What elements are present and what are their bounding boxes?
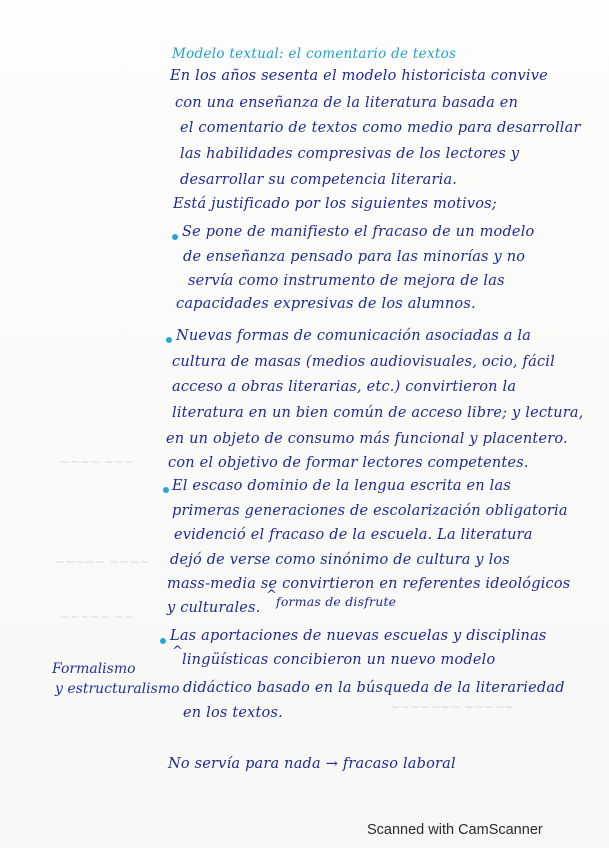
bullet-3-line: primeras generaciones de escolarización obligatoria <box>172 503 568 519</box>
bullet-4-line: en los textos. <box>183 705 283 721</box>
bullet-2-line: literatura en un bien común de acceso libre; y lectura, <box>172 405 584 421</box>
bullet-dot <box>166 337 172 343</box>
bullet-4-line: didáctico basado en la búsqueda de la literariedad <box>183 680 565 696</box>
bullet-dot <box>160 638 166 644</box>
intro-line: con una enseñanza de la literatura basada en <box>175 95 519 111</box>
closing-line: No servía para nada → fracaso laboral <box>168 756 456 772</box>
margin-note: y estructuralismo <box>55 681 180 697</box>
intro-line: desarrollar su competencia literaria. <box>180 172 458 188</box>
intro-line: Está justificado por los siguientes motivos; <box>173 196 497 212</box>
intro-line: las habilidades compresivas de los lectores y <box>180 146 520 162</box>
bullet-2-line: en un objeto de consumo más funcional y placentero. <box>166 431 568 447</box>
bullet-dot <box>163 487 169 493</box>
bleed-through-marks: ~~~~~ ~~ <box>60 610 135 624</box>
bullet-1-line: Se pone de manifiesto el fracaso de un modelo <box>182 224 535 240</box>
intro-line: En los años sesenta el modelo historicista convive <box>170 68 548 84</box>
bleed-through-marks: ~~~~ ~~~ <box>60 455 135 469</box>
bleed-through-marks: ~~~~~ ~~~~ <box>55 555 150 569</box>
bullet-1-line: capacidades expresivas de los alumnos. <box>176 296 476 312</box>
bullet-3-line: mass-media se convirtieron en referentes ideológicos <box>167 576 571 592</box>
bullet-1-line: de enseñanza pensado para las minorías y no <box>183 249 526 265</box>
bullet-4-line: Las aportaciones de nuevas escuelas y disciplinas <box>170 628 547 644</box>
bullet-3-line: evidenció el fracaso de la escuela. La literatura <box>174 527 533 543</box>
bullet-4-line: lingüísticas concibieron un nuevo modelo <box>182 652 496 668</box>
bullet-2-line: Nuevas formas de comunicación asociadas a la <box>176 328 532 344</box>
bullet-2-line: con el objetivo de formar lectores competentes. <box>168 455 529 471</box>
insertion-caret: ^ <box>266 588 277 603</box>
bullet-3-line: El escaso dominio de la lengua escrita en las <box>172 478 511 494</box>
bullet-1-line: servía como instrumento de mejora de las <box>188 273 505 289</box>
bullet-3-line: y culturales. <box>167 600 261 616</box>
bleed-through-marks: ~~~~~~~ ~~~~~ <box>390 700 515 714</box>
bullet-2-line: acceso a obras literarias, etc.) convirtieron la <box>172 379 517 395</box>
scanner-watermark: Scanned with CamScanner <box>367 822 543 838</box>
bullet-2-line: cultura de masas (medios audiovisuales, ocio, fácil <box>172 354 555 370</box>
bullet-3-insert: formas de disfrute <box>276 594 397 609</box>
margin-note: Formalismo <box>52 661 136 677</box>
bullet-dot <box>172 234 178 240</box>
insertion-caret: ^ <box>172 644 183 659</box>
page-title: Modelo textual: el comentario de textos <box>172 46 457 62</box>
bullet-3-line: dejó de verse como sinónimo de cultura y los <box>170 552 510 568</box>
intro-line: el comentario de textos como medio para desarrollar <box>180 120 581 136</box>
